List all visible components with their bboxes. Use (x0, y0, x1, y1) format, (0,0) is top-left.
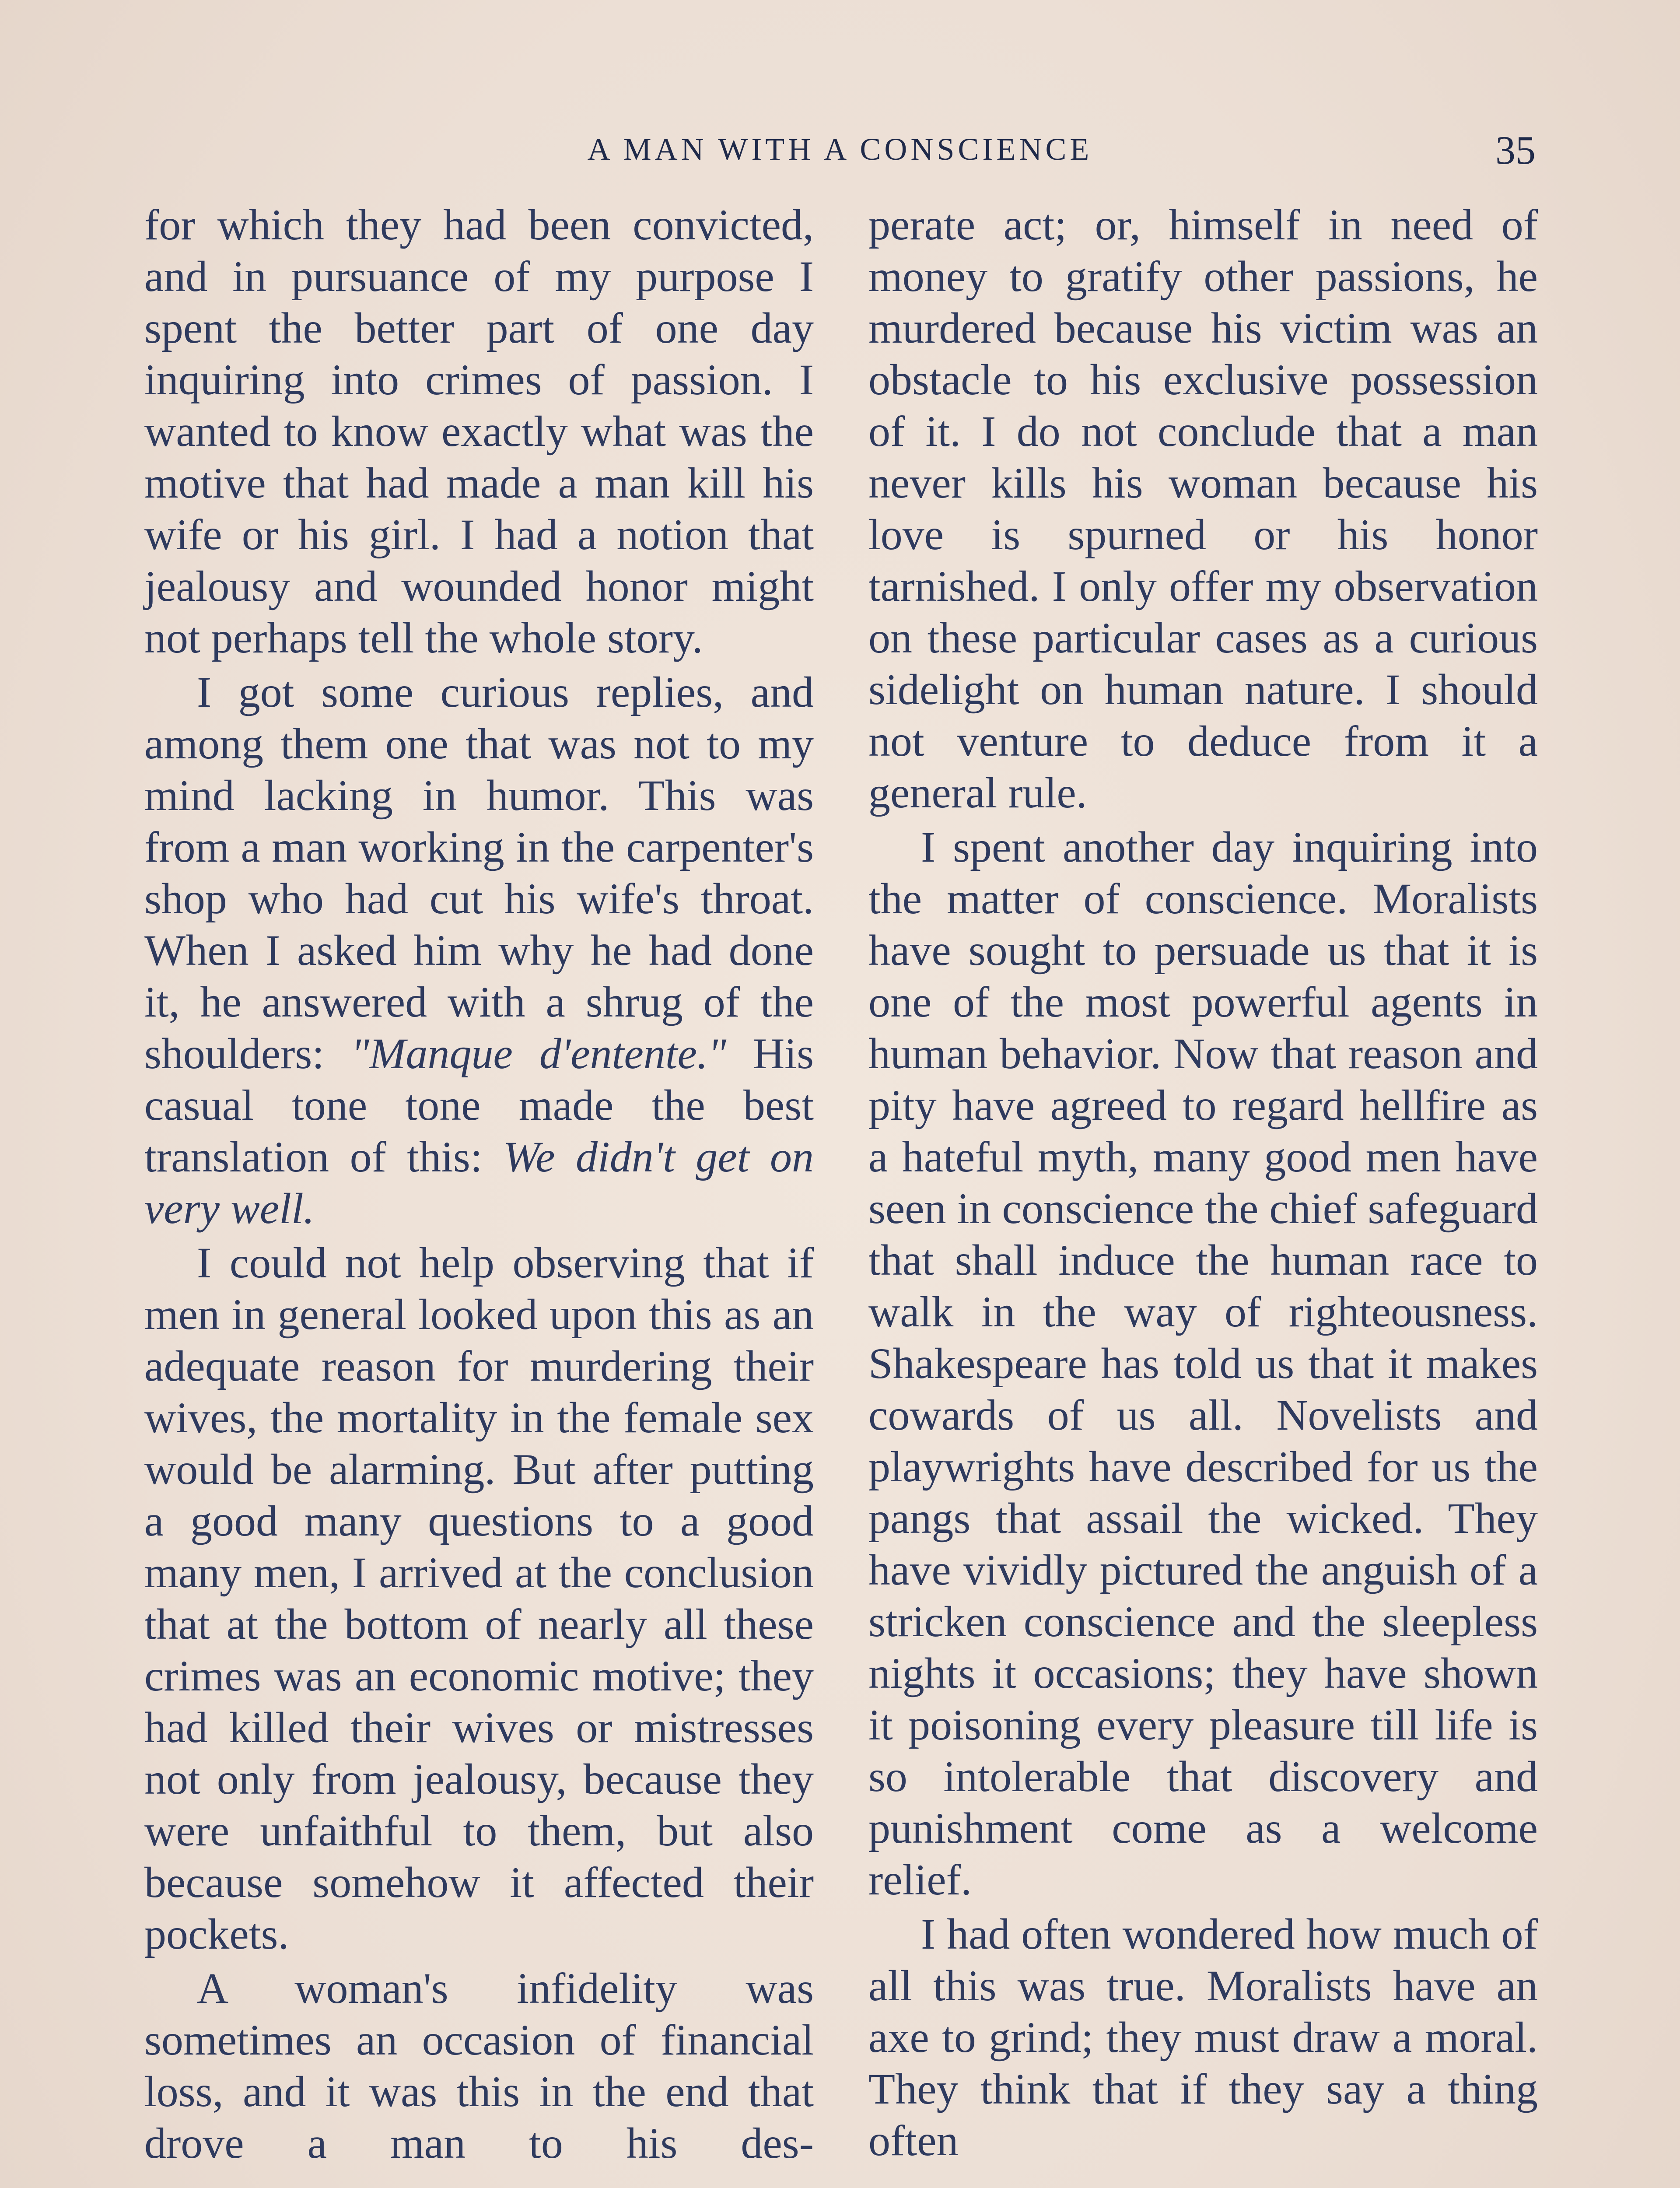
paragraph-left-2-text-a: I got some curious replies, and among them one that was not to my mind lacking in humor. This was from a man working in the carpenter's shop who had cut his wife's throat. When I asked him why he had done it, he answered with a shrug of the shoulders: (144, 668, 814, 1078)
page-header (144, 128, 1536, 184)
paragraph-left-1: for which they had been convicted, and in pursuance of my purpose I spent the better part of one day inquiring into crimes of passion. I wanted to know exactly what was the motive that had made a man kill his wife or his girl. I had a notion that jealousy and wounded honor might not perhaps tell the whole story. (144, 200, 814, 662)
page-number: 35 (1495, 128, 1536, 172)
left-column (144, 199, 814, 2169)
quote-manque-dentente: "Manque d'entente." (351, 1029, 727, 1078)
paragraph-right-2: I spent another day inquiring into the matter of conscience. Moralists have sought to persuade us that it is one of the most powerful agents in human behavior. Now that reason and pity have agreed to regard hellfire as a hateful myth, many good men have seen in conscience the chief safeguard that shall induce the human race to walk in the way of righteousness. Shakespeare has told us that it makes cowards of us all. Novelists and playwrights have described for us the pangs that assail the wicked. They have vividly pictured the anguish of a stricken conscience and the sleepless nights it occasions; they have shown it poisoning every pleasure till life is so intolerable that discovery and punishment come as a welcome relief. (868, 823, 1538, 1904)
paragraph-right-1: perate act; or, himself in need of money to gratify other passions, he murdered because his victim was an obstacle to his exclusive possession of it. I do not conclude that a man never kills his woman because his love is spurned or his honor tarnished. I only offer my observation on these particular cases as a curious sidelight on human nature. I should not venture to deduce from it a general rule. (868, 200, 1538, 817)
paragraph-left-2 (144, 666, 814, 1234)
paragraph-left-2-text-b: His casual tone tone made the best translation of this: (144, 1029, 814, 1181)
paragraph-left-3: I could not help observing that if men in general looked upon this as an adequate reason for murdering their wives, the mortality in the female sex would be alarming. But after putting a good many questions to a good many men, I arrived at the conclusion that at the bottom of nearly all these crimes was an economic motive; they had killed their wives or mistresses not only from jealousy, because they were unfaithful to them, but also because somehow it affected their pockets. (144, 1238, 814, 1958)
running-title: A MAN WITH A CONSCIENCE (587, 132, 1093, 167)
paragraph-left-4: A woman's infidelity was sometimes an occasion of financial loss, and it was this in the end that drove a man to his des- (144, 1964, 814, 2167)
translation-quote: We didn't get on very well. (144, 1133, 814, 1233)
right-column (868, 199, 1538, 2167)
paragraph-right-3: I had often wondered how much of all this was true. Moralists have an axe to grind; they must draw a moral. They think that if they say a thing often (868, 1910, 1538, 2165)
